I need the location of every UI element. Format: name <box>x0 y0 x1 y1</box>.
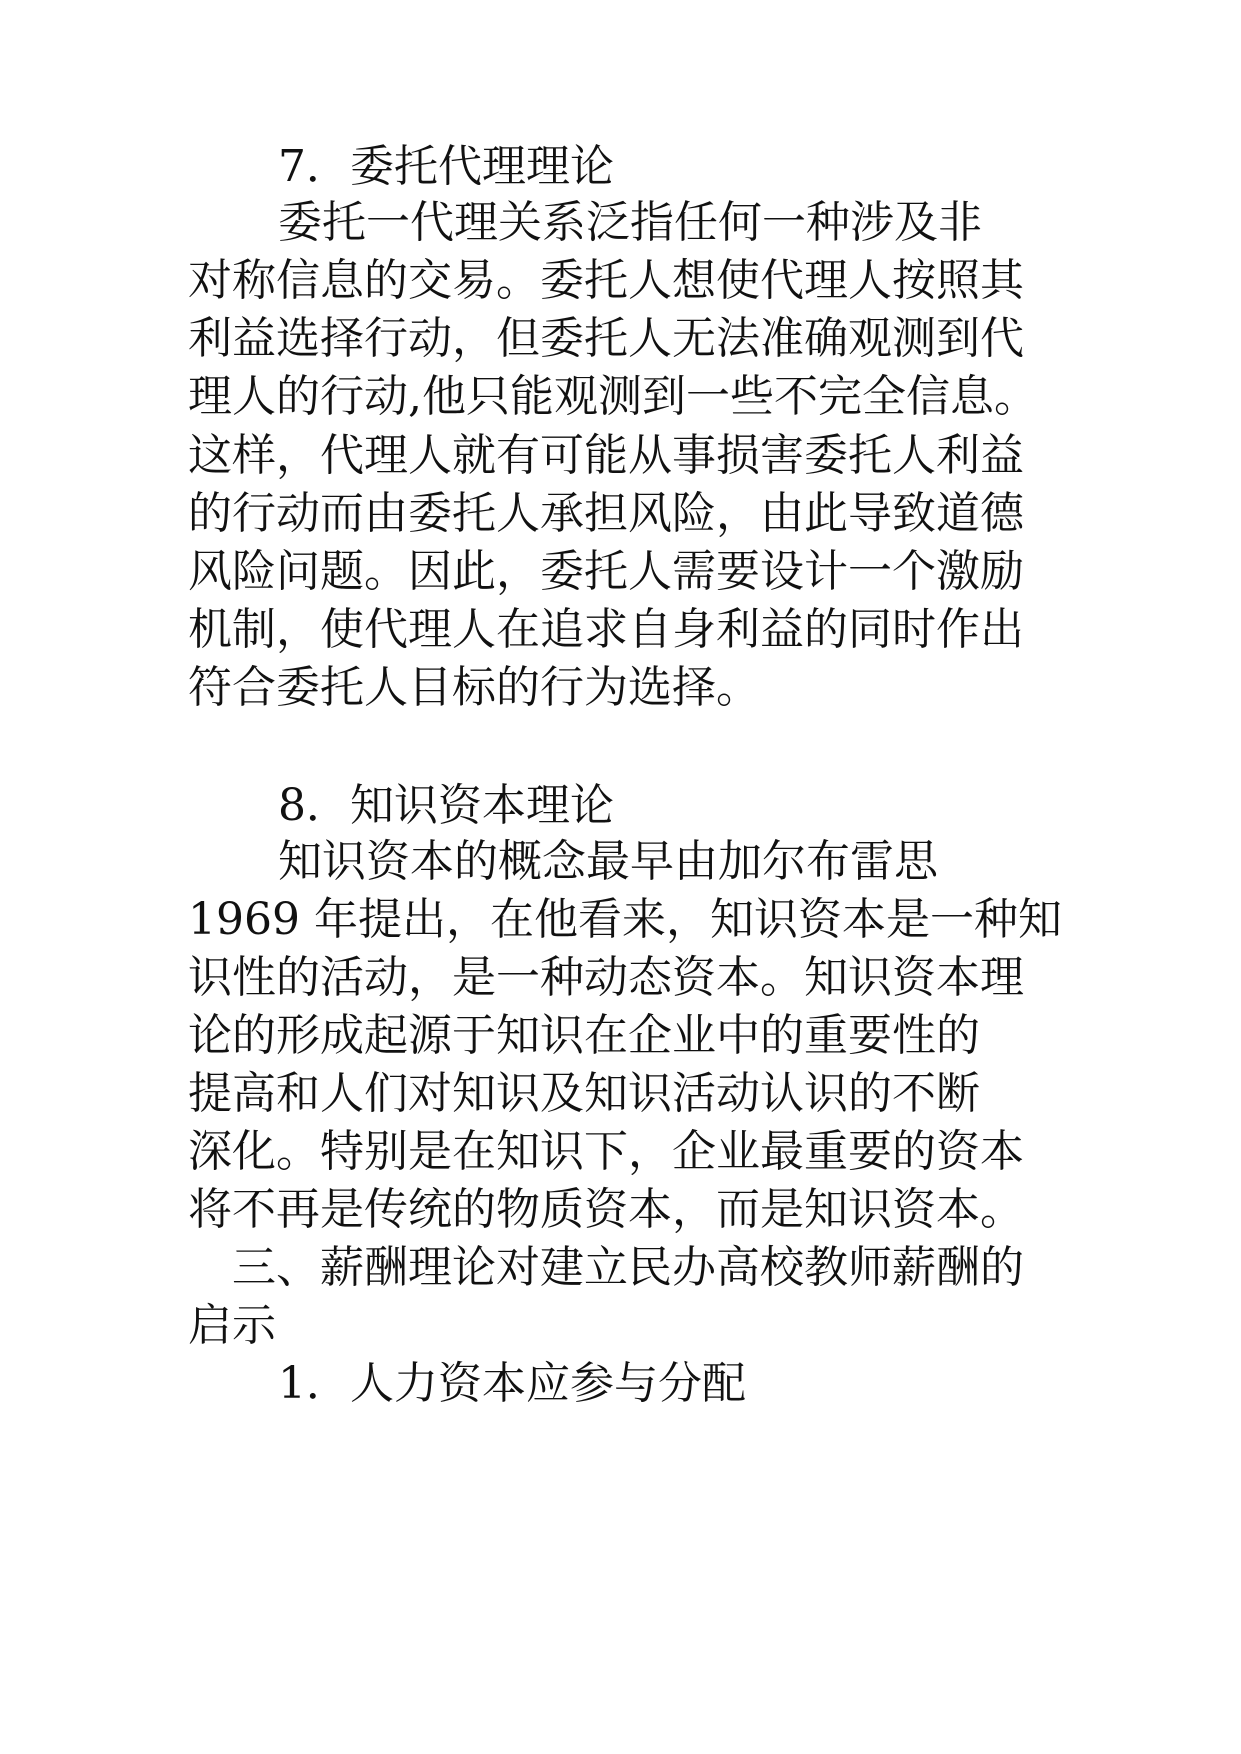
paragraph-line: 识性的活动，是一种动态资本。知识资本理 <box>188 952 1024 1003</box>
section-8-heading: 8．知识资本理论 <box>278 780 614 831</box>
paragraph-line: 委托一代理关系泛指任何一种涉及非 <box>278 197 982 248</box>
paragraph-line: 理人的行动,他只能观测到一些不完全信息。 <box>188 371 1038 422</box>
part-3-heading-continued: 启示 <box>188 1300 276 1351</box>
subsection-1-heading: 1．人力资本应参与分配 <box>278 1358 746 1409</box>
paragraph-line: 机制，使代理人在追求自身利益的同时作出 <box>188 604 1024 655</box>
paragraph-line: 1969 年提出，在他看来，知识资本是一种知 <box>188 894 1062 945</box>
section-7-heading: 7．委托代理理论 <box>278 141 614 192</box>
paragraph-line: 这样，代理人就有可能从事损害委托人利益 <box>188 430 1024 481</box>
paragraph-line: 的行动而由委托人承担风险，由此导致道德 <box>188 488 1024 539</box>
paragraph-line: 对称信息的交易。委托人想使代理人按照其 <box>188 255 1024 306</box>
paragraph-line: 利益选择行动，但委托人无法准确观测到代 <box>188 313 1024 364</box>
paragraph-line: 论的形成起源于知识在企业中的重要性的 <box>188 1010 980 1061</box>
paragraph-line: 风险问题。因此，委托人需要设计一个激励 <box>188 546 1024 597</box>
paragraph-line: 提高和人们对知识及知识活动认识的不断 <box>188 1068 980 1119</box>
part-3-heading: 三、薪酬理论对建立民办高校教师薪酬的 <box>232 1242 1024 1293</box>
paragraph-line: 符合委托人目标的行为选择。 <box>188 662 760 713</box>
paragraph-line: 知识资本的概念最早由加尔布雷思 <box>278 836 938 887</box>
paragraph-line: 将不再是传统的物质资本，而是知识资本。 <box>188 1184 1024 1235</box>
paragraph-line: 深化。特别是在知识下，企业最重要的资本 <box>188 1126 1024 1177</box>
